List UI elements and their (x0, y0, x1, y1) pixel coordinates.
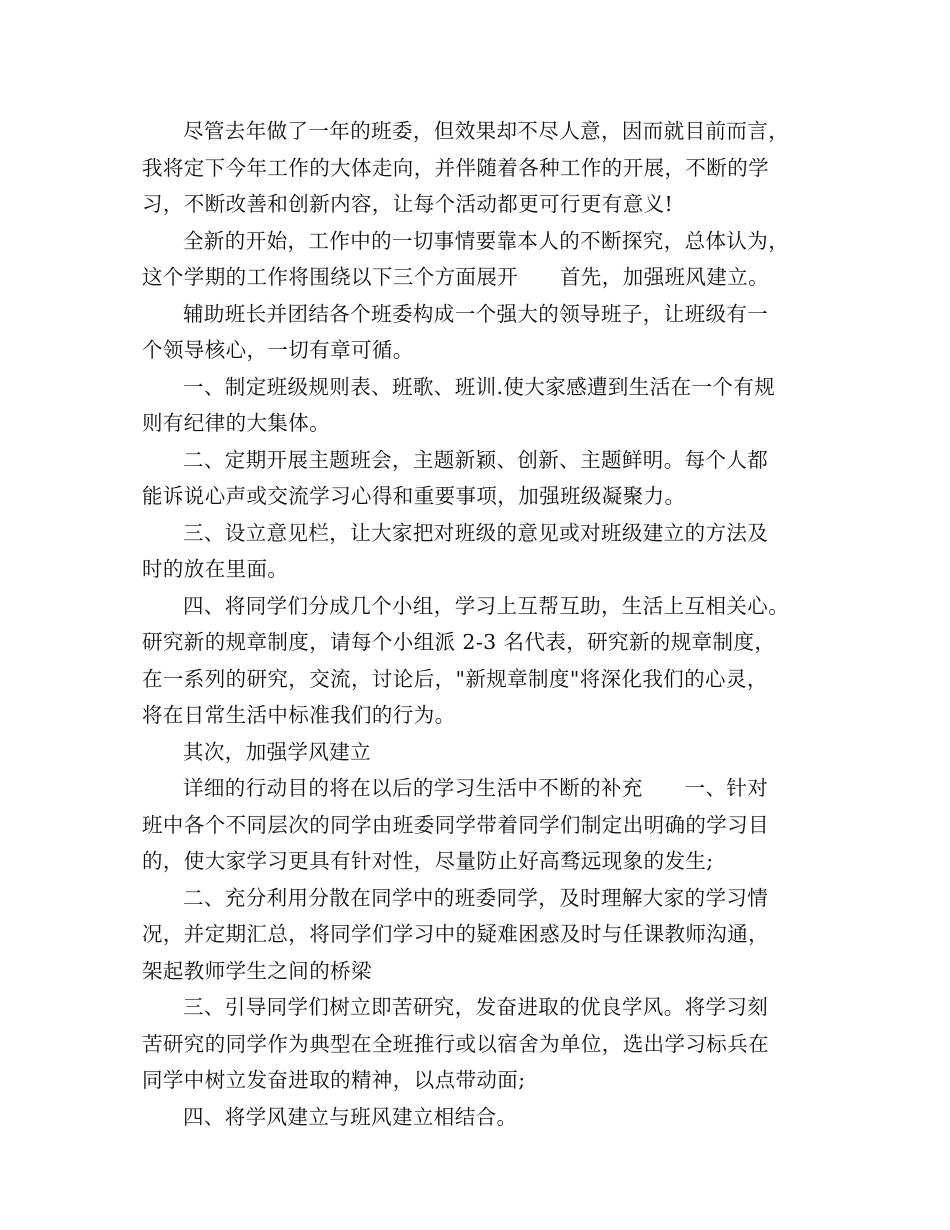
text-line: 研究新的规章制度，请每个小组派 2-3 名代表，研究新的规章制度， (142, 630, 776, 654)
text-line: 的，使大家学习更具有针对性，尽量防止好高骛远现象的发生; (142, 849, 714, 873)
text-line: 二、充分利用分散在同学中的班委同学，及时理解大家的学习情 (183, 885, 769, 910)
text-line: 架起教师学生之间的桥梁 (142, 958, 372, 983)
text-line: 二、定期开展主题班会，主题新颖、创新、主题鲜明。每个人都 (183, 447, 769, 472)
text-line: 将在日常生活中标准我们的行为。 (142, 703, 456, 727)
paragraph (142, 734, 842, 771)
text-line: 四、将学风建立与班风建立相结合。 (183, 1104, 518, 1129)
paragraph (142, 296, 842, 369)
text-line: 辅助班长并团结各个班委构成一个强大的领导班子，让班级有一 (183, 301, 769, 326)
text-line: 三、引导同学们树立即苦研究，发奋进取的优良学风。将学习刻 (183, 995, 769, 1019)
text-line: 全新的开始，工作中的一切事情要靠本人的不断探究，总体认为， (183, 228, 790, 253)
text-line: 三、设立意见栏，让大家把对班级的意见或对班级建立的方法及 (183, 520, 769, 545)
text-line: 则有纪律的大集体。 (142, 411, 331, 435)
text-line: 班中各个不同层次的同学由班委同学带着同学们制定出明确的学习目 (142, 812, 769, 837)
text-line: 这个学期的工作将围绕以下三个方面展开 首先，加强班风建立。 (142, 265, 769, 289)
text-line: 其次，加强学风建立 (183, 739, 372, 764)
paragraph (142, 989, 842, 1099)
text-line: 苦研究的同学作为典型在全班推行或以宿舍为单位，选出学习标兵在 (142, 1031, 769, 1056)
text-line: 详细的行动目的将在以后的学习生活中不断的补充 一、针对 (183, 776, 769, 800)
text-line: 四、将同学们分成几个小组，学习上互帮互助，生活上互相关心。 (183, 593, 790, 618)
text-line: 在一系列的研究，交流，讨论后，"新规章制度"将深化我们的心灵， (142, 666, 768, 691)
text-line: 个领导核心，一切有章可循。 (142, 338, 414, 362)
paragraph (142, 515, 842, 588)
text-line: 时的放在里面。 (142, 557, 289, 581)
paragraph (142, 588, 842, 734)
text-line: 能诉说心声或交流学习心得和重要事项，加强班级凝聚力。 (142, 484, 686, 508)
text-line: 况，并定期汇总，将同学们学习中的疑难困惑及时与任课教师沟通， (142, 922, 769, 946)
text-line: 习，不断改善和创新内容，让每个活动都更可行更有意义! (142, 192, 674, 216)
paragraph (142, 369, 842, 442)
document-page (142, 113, 842, 1135)
text-line: 尽管去年做了一年的班委，但效果却不尽人意，因而就目前而言， (183, 119, 790, 143)
paragraph (142, 880, 842, 990)
paragraph (142, 1099, 842, 1136)
paragraph (142, 770, 842, 880)
text-line: 一、制定班级规则表、班歌、班训.使大家感遭到生活在一个有规 (183, 374, 776, 399)
paragraph (142, 223, 842, 296)
paragraph (142, 113, 842, 223)
text-line: 我将定下今年工作的大体走向，并伴随着各种工作的开展，不断的学 (142, 155, 769, 180)
paragraph (142, 442, 842, 515)
text-line: 同学中树立发奋进取的精神，以点带动面; (142, 1068, 526, 1092)
